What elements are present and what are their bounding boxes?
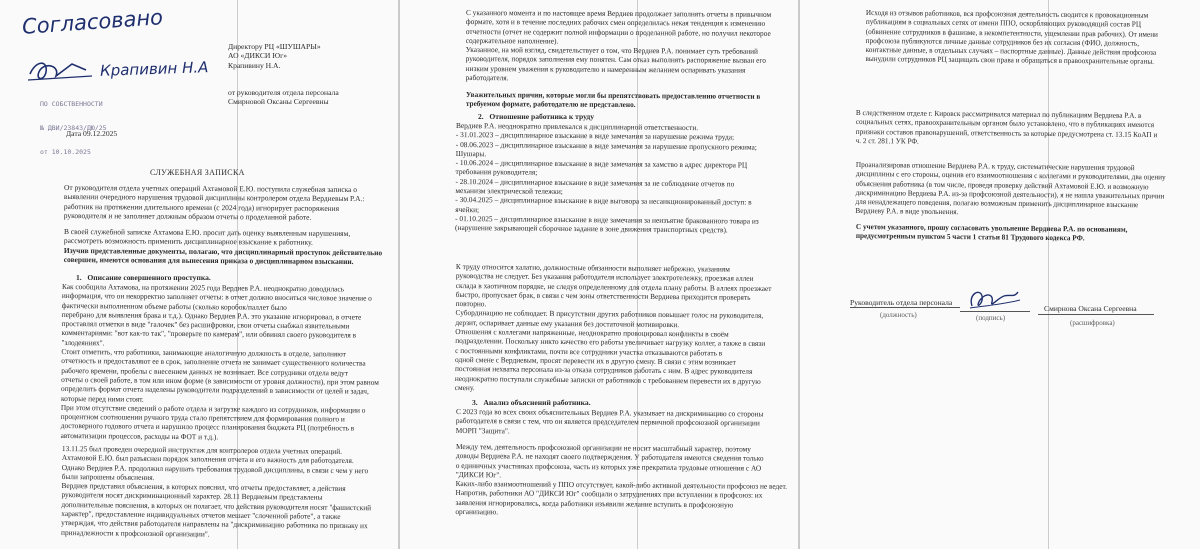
text-line: перебрано для выявления брака и т.д.). Однако Вердиев Р.А. это указание игнорировал, в отчете (61, 309, 362, 322)
text-line: объяснения работника (в том числе, проведя проверку действий Ахтамовой Е.Ю. и возможную (855, 178, 1149, 191)
text-line: При этом отсутствие сведений о работе отдела и загрузке каждого из сотрудников, информации о (60, 402, 366, 415)
text-line: низким уровнем уважения к руководителю и намеренным желанием оспаривать указания (465, 63, 746, 75)
text-line: Стоит отметить, что работники, занимающие аналогичную должность в отделе, заполняют (61, 347, 346, 359)
text-line: с постоянными конфликтами, почти все сотрудники участка отказываются работать в (455, 345, 723, 358)
text-line: Вердиев представил объяснения, в которых пояснил, что отчеты предоставляет, а действия (61, 481, 346, 494)
text-line: - 08.06.2023 – дисциплинарное взыскание в виде замечания за нарушение пропускного режима; (455, 139, 757, 152)
signature-icon (964, 286, 1022, 314)
text-line: процентном соотношении ручного труда стало препятствием для формирования полного и (60, 412, 345, 424)
page-2-opening (466, 8, 772, 84)
text-line: Как сообщила Ахтамова, на протяжении 2025 года Вердиев Р.А. неоднократно доводилась (61, 282, 345, 294)
text-line: С 2023 года во всех своих объяснительных Вердиев Р.А. указывает на дискриминацию со стороны (455, 407, 764, 419)
text-line: подразделении. Поскольку никто качество его работы увеличивает нагрузку коллег, а также в связи (455, 336, 766, 349)
text-line: были запрошены объяснения. (61, 471, 155, 482)
approval-signature-icon (26, 56, 96, 86)
text-line: Указанное, на мой взгляд, свидетельствует о том, что Вердиев Р.А. понимает суть требований (465, 45, 759, 56)
section-1-continued (61, 444, 372, 540)
text-line: заявления игнорировались, когда работники изъявили желание вступить в профсоюзную (455, 497, 734, 510)
approval-handwriting: Согласовано (21, 5, 164, 39)
attitude-to-work (455, 262, 772, 395)
text-line: содержательное наполнение). (465, 35, 559, 46)
document-page-2 (400, 0, 798, 549)
text-line: Напротив, работники АО "ДИКСИ Юг" сообщали о затруднениях при вступлении в профсоюз: их (455, 488, 763, 501)
text-line: признаки составов правонарушений, ответственность за которые предусмотрена ст. 13.15 КоАП и (855, 126, 1158, 139)
text-line: Ахтамовой Е.Ю. был разъяснен порядок заполнения отчета и его важность для работодателя. (61, 453, 354, 466)
text-line: склада в хаотичном порядке, не следуя определенному для отдела плану работы. В аллеях проезжает (455, 280, 772, 293)
text-line: - 31.01.2023 – дисциплинарное взыскание в виде замечания за нарушение режима труда; (455, 130, 735, 142)
text-line: дополнительные пояснения, в которых он полагает, что действия руководителя носят "фашистский (61, 499, 372, 513)
section-3-title: 3. Анализ объяснений работника. (472, 398, 591, 407)
text-line-bold: С учетом указанного, прошу согласовать увольнение Вердиева Р.А. по основаниям, (855, 222, 1128, 234)
text-line: руководства не следует. Без указания работодателя использует электротележку, проезжая аллеи (455, 271, 754, 284)
text-line: Шушары. (455, 148, 487, 159)
text-line: руководителя носят дискриминационный характер. 28.11 Вердиевым представлены (61, 490, 323, 503)
stamp-line: ПО СОБСТВЕННОСТИ (40, 100, 103, 108)
text-line: публикациям в социальных сетях от имени ППО, оскорбляющих руководящий состав РЦ (865, 17, 1142, 29)
text-line: Каких-либо взаимоотношений у ППО отсутствует, какой-либо активной деятельности профсоюз не ведет. (455, 479, 788, 492)
text-line: руководителя и не заполняет должным образом отчеты о проделанной работе. (63, 210, 312, 222)
signatory-position: Руководитель отдела персонала (850, 298, 953, 307)
text-line: Проанализировав отношение Вердиева Р.А. к труду, систематические нарушения трудовой (855, 160, 1135, 173)
text-line: контактные данные, в отдельных случаях – паспортные данные). Данные действия профсоюза (865, 45, 1157, 57)
text-line-bold: Уважительных причин, которые могли бы препятствовать предоставлению отчетности в (465, 90, 761, 101)
document-page-1 (0, 0, 398, 549)
section-2-title: 2. Отношение работника к труду (478, 112, 595, 121)
text-line: Вердиеву Р.А. в виде увольнения. (855, 206, 959, 217)
document-title: СЛУЖЕБНАЯ ЗАПИСКА (150, 168, 245, 177)
registration-stamp (40, 84, 107, 172)
stamp-line: от 10.10.2025 (40, 148, 91, 156)
text-line: (нарушение закрывающей сборочное задание в зоне движения транспортных средств). (455, 223, 728, 235)
text-line: механизм электрической тележки; (455, 186, 563, 197)
text-line: Отношения с коллегами напряженные, неоднократно провоцировал конфликты в своём (455, 327, 729, 339)
text-line: Между тем, деятельность профсоюзной организации не носит масштабный характер, поэтому (455, 442, 752, 454)
text-line: работник на протяжении длительного времени (с 2024 года) игнорирует распоряжения (63, 201, 340, 213)
from-line: Смирновой Оксаны Сергеевны (228, 97, 329, 107)
page-fold-line (1048, 0, 1049, 549)
text-line: требования руководителя; (455, 167, 538, 178)
text-line-bold: совершен, имеются основания для вынесения приказа о дисциплинарном взыскании. (63, 254, 354, 266)
text-line: От руководителя отдела учетных операций Ахтамовой Е.Ю. поступила служебная записка о (63, 183, 358, 195)
text-line: доводы Вердиева Р.А. не находят своего подтверждения. У работодателя имеются сведения только (455, 451, 764, 463)
request-paragraph (64, 227, 383, 266)
text-line: достоверного годового отчета и нарушило процесс планирования бюджета РЦ (потребность в (60, 421, 355, 434)
text-line-bold: Изучив представленные документы, полагаю, что дисциплинарный проступок действительно (63, 245, 383, 257)
section-1-body (61, 282, 380, 443)
text-line: С указанного момента и по настоящее время Вердиев продолжает заполнять отчеты в привычном (465, 8, 772, 19)
text-line: выявлении очередного нарушения трудовой дисциплины контролером отдела Вердиевым Р.А.: (63, 192, 365, 204)
text-line: рассмотреть возможность применить дисциплинарное взыскание к работнику. (63, 236, 313, 248)
document-date: Дата 09.12.2025 (66, 129, 118, 138)
disciplinary-history (455, 121, 760, 235)
text-line: смену. (454, 382, 475, 393)
text-line: комментариями: "вот как-то так", "проверьте по камерам", или обвинял своего руководителя в (61, 328, 357, 341)
text-line: Однако Вердиев Р.А. продолжил нарушать требования трудовой дисциплины, в связи с чем у него (61, 462, 369, 475)
text-line: ячейки; (455, 204, 480, 214)
name-underline (1038, 314, 1154, 315)
addressee-line: Директору РЦ «ШУШАРЫ» (228, 42, 321, 51)
text-line: ч. 2 ст. 281.1 УК РФ. (855, 135, 919, 146)
text-line: "ДИКСИ Юг". (455, 469, 502, 480)
text-line: определить формат отчета наделены руководители подразделений в зависимости от целей и задач, (61, 384, 369, 396)
text-line: автоматизации процессов, расходы на ФОТ и т.д.). (60, 430, 219, 442)
text-line: Исходя из отзывов работников, вся профсоюзная деятельность сводится к провокационным (865, 8, 1149, 20)
text-line: руководителя, порядок заполнения ему понятен. Сам отказ выполнять распоряжение вызван его (465, 54, 766, 66)
text-line: проставлял отметки в виде "галочек" без расшифровки, свои отчеты снабжал язвительными (61, 319, 350, 331)
text-line: о единичных участниках профсоюза, часть из которых уже прекратила трудовые отношения с АО (455, 460, 762, 473)
social-media-publications (865, 8, 1158, 67)
text-line: формате, хотя и в течение последних рабочих смен определилась некая тенденция к изменению (465, 17, 766, 29)
text-line: одной смене с Вердиевым, просят перевести их в другую смену. В связи с этим возникает (455, 354, 736, 367)
addressee-block (228, 42, 321, 70)
conclusion-paragraph (855, 160, 1165, 219)
text-line: отчеты о своей работе, в том или ином форме (в зависимости от уровня должности), при этом равном (61, 374, 379, 387)
text-line: - 28.10.2024 – дисциплинарное взыскание в виде замечания за не соблюдение отчетов по (455, 176, 735, 189)
no-valid-reasons-statement (466, 90, 760, 110)
signatory-name: Смирнова Оксана Сергеевна (1044, 304, 1137, 313)
text-line: отчетность и предоставляют ее в срок, заполнение отчета не занимает существенного количества (61, 356, 366, 369)
text-line: профсоюза публикуются личные данные сотрудников без их согласия (ФИО, должность, (865, 35, 1140, 48)
text-line: работодателя в связи с тем, что он является председателем первичной профсоюзной организации (455, 416, 760, 428)
text-line-bold: предусмотренным пунктом 5 части 1 статьи 81 Трудового кодекса РФ. (855, 231, 1085, 243)
text-line: МОРП "Защита". (455, 425, 510, 436)
text-line: Вердиев Р.А. неоднократно привлекался к дисциплинарной ответственности. (455, 121, 699, 133)
signature-caption: (подпись) (976, 314, 1006, 322)
text-line: работодателя. (465, 73, 509, 83)
text-line: В следственном отделе г. Кировск рассматривался материал по публикациям Вердиева Р.А. в (855, 108, 1142, 120)
text-line: рабочего времени, пробелы с внесением данных не возникает. Все сотрудники отдела ведут (61, 365, 348, 378)
text-line: отчетности (отчет не содержит полной информации о проделанной работе, но получил некоторое (465, 26, 771, 38)
text-line-bold: требуемом формате, работодателю не представлено. (465, 99, 636, 110)
text-line: социальных сетях, правоохранительным органом было установлено, что в публикациях имеются (855, 117, 1155, 130)
text-line: В своей служебной записке Ахтамова Е.Ю. просит дать оценку выявленным нарушениям, (63, 227, 351, 238)
text-line: К труду относится халатно, должностные обязанности выполняет небрежно, указаниям (455, 262, 730, 274)
explanations-analysis (456, 407, 764, 437)
text-line: 13.11.25 был проведен очередной инструктаж для контролеров отдела учетных операций. (61, 444, 343, 456)
text-line: - 30.04.2025 – дисциплинарное взыскание в виде выговора за несанкционированный доступ: в (455, 195, 752, 207)
text-line: которые перед ними стоят. (60, 393, 144, 404)
text-line: характер", предоставление индивидуальных отчетов мешает "слоченной работе", а также (61, 509, 341, 521)
addressee-line: Крапивину Н.А. (228, 60, 281, 70)
from-block (228, 88, 339, 107)
addressee-line: АО «ДИКСИ Юг» (228, 51, 287, 61)
text-line: повторно. (455, 299, 487, 309)
position-caption: (должность) (880, 311, 917, 319)
name-caption: (расшифровка) (1070, 319, 1115, 327)
text-line: фактически выполненном объеме работы (сколько коробок/паллет было (61, 300, 287, 312)
text-line: вынудили сотрудников РЦ защищать свои права и обращаться в правоохранительные органы. (865, 54, 1155, 67)
text-line: дискриминацию Вердиева Р.А. из-за профсоюзной деятельности), я не нашла уважительных причин (855, 187, 1165, 201)
trade-union-activity (455, 442, 787, 519)
text-line: (обвинение сотрудников в фашизме, в некомпетентности, ущемлении прав рабочих). От имени (865, 26, 1159, 39)
text-line: постоянная нехватка персонала из-за отказа сотрудников работать с ним. В адрес руководителя (454, 364, 753, 377)
text-line: "злодеяниях". (61, 337, 105, 348)
position-underline (850, 307, 960, 308)
text-line: - 10.06.2024 – дисциплинарное взыскание в виде замечания за хамство в адрес директора РЦ (455, 158, 748, 170)
text-line: дисциплины с его стороны, оценив его взаимоотношения с коллегами и руководителями, два оцениу (855, 169, 1166, 182)
text-line: для ненадлежащего поведения, полагаю возможным применить дисциплинарное взыскание (855, 197, 1139, 210)
text-line: дерзит, оспаривает данные ему указания без достаточной мотивировки. (455, 317, 680, 329)
text-line: быстро, пропускает брак, в связи с чем зоны ответственности Вердиева приходится проверять (455, 289, 751, 302)
text-line: утверждая, что действия работодателя направлены на "дискриминацию работника по признаку их (61, 518, 368, 531)
from-line: от руководителя отдела персонала (228, 88, 339, 97)
intro-paragraph (64, 183, 365, 222)
text-line: принадлежности к профсоюзной организации". (61, 527, 210, 539)
text-line: информация, что он некорректно заполняет отчеты: в отчет должно вноситься числовое значение о (61, 291, 372, 304)
investigation-paragraph (856, 108, 1158, 148)
approval-name-handwriting: Крапивин Н.А (99, 58, 209, 80)
stamp-line: № ДВИ/23843/ДЮ/25 (40, 124, 107, 132)
dismissal-request (856, 222, 1128, 243)
text-line: неоднократно поступали служебные записки от работников с требованием перевести их в другую (454, 373, 761, 386)
text-line: Субординацию не соблюдает. В присутствии других работников повышает голос на руководителя, (455, 308, 764, 321)
text-line: - 01.10.2025 – дисциплинарное взыскание в виде замечания за неизъятие бракованного товара из (455, 213, 759, 226)
document-page-3 (800, 0, 1200, 549)
signature-underline (960, 311, 1030, 312)
text-line: организацию. (455, 507, 499, 517)
section-1-title: 1. Описание совершенного проступка. (76, 273, 211, 282)
